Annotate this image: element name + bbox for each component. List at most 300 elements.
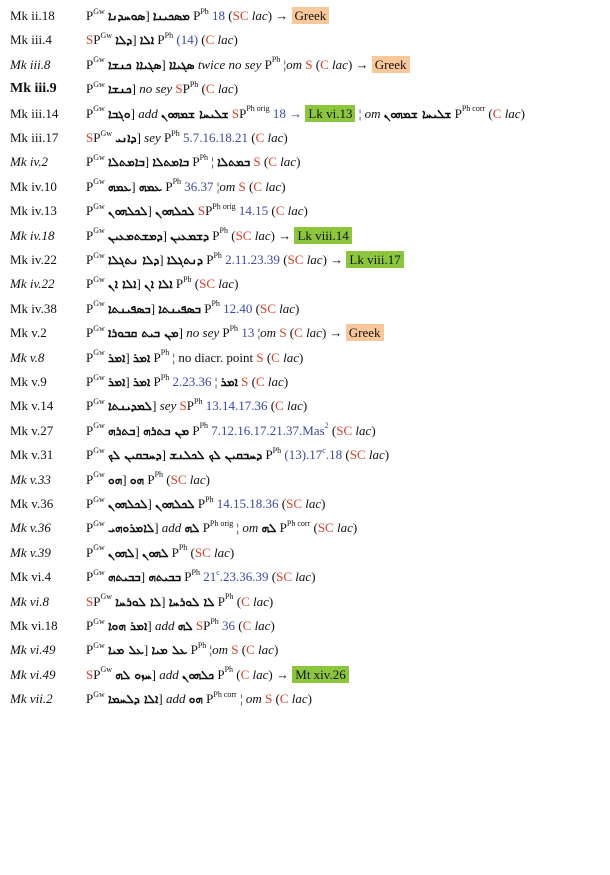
apparatus-text: ] <box>134 544 142 560</box>
syriac-reading: ܒܒܝܬܗ <box>108 570 141 585</box>
parallel-link-badge[interactable]: Lk vi.13 <box>305 105 355 122</box>
variant-reading <box>86 199 308 223</box>
apparatus-text: ( <box>227 227 236 243</box>
manuscript-siglum-sup: Gw <box>100 665 113 675</box>
manuscript-numbers: .18 <box>325 447 346 463</box>
variant-reading <box>86 102 525 126</box>
manuscript-numbers: 12.40 <box>219 300 256 316</box>
apparatus-text: P <box>144 471 155 487</box>
apparatus-text: ) <box>311 569 316 585</box>
apparatus-note: sey <box>159 398 177 414</box>
variant-reading <box>86 394 307 418</box>
syriac-reading: ܥܡܗ <box>138 179 163 194</box>
apparatus-text: ] <box>152 398 160 414</box>
witness-siglum: SC <box>170 471 187 487</box>
apparatus-note: lac <box>217 81 234 97</box>
apparatus-text: P <box>451 105 462 121</box>
syriac-reading: ܥܠ ܡܝܐ <box>108 643 144 658</box>
apparatus-note: om <box>212 642 229 658</box>
greek-link-badge[interactable]: Greek <box>346 324 384 341</box>
apparatus-note: lac <box>189 471 206 487</box>
verse-reference: Mk iv.22 <box>10 252 57 267</box>
variant-reading <box>86 419 376 443</box>
apparatus-note: add <box>138 105 158 121</box>
manuscript-siglum-sup: Gw <box>93 372 105 382</box>
apparatus-entry <box>0 346 610 370</box>
manuscript-siglum-sup: Ph corr <box>213 689 237 699</box>
syriac-reading: ܥܡܗ <box>108 179 132 194</box>
apparatus-text: P <box>219 325 230 341</box>
apparatus-note: om <box>242 520 259 536</box>
apparatus-text: P <box>93 666 101 682</box>
apparatus-note: lac <box>355 422 372 438</box>
verse-reference: Mk vi.49 <box>10 666 56 682</box>
variant-reading <box>86 443 389 467</box>
manuscript-siglum-sup: Ph <box>229 323 239 333</box>
apparatus-note: om <box>364 105 381 121</box>
manuscript-siglum-sup: Ph <box>197 641 207 651</box>
apparatus-entry <box>0 102 610 126</box>
syriac-reading: ܐܡܪ <box>108 375 126 389</box>
verse-reference: Mk iii.17 <box>10 130 59 145</box>
syriac-reading: ܒܬܪܗ <box>108 423 136 438</box>
apparatus-text: ) <box>321 496 326 511</box>
apparatus-text: ) <box>229 544 235 560</box>
apparatus-text: P <box>86 325 94 341</box>
manuscript-numbers: (14) <box>173 32 202 48</box>
apparatus-note: lac <box>258 642 274 658</box>
apparatus-text: ] <box>132 32 140 48</box>
syriac-reading: ܠܐ ܠܘܪܚܐ <box>168 594 215 609</box>
apparatus-note: sey <box>144 130 161 145</box>
apparatus-text: ( <box>286 325 295 341</box>
apparatus-entry <box>0 419 610 443</box>
apparatus-text: ( <box>187 544 195 560</box>
manuscript-numbers: 21 <box>199 569 217 585</box>
apparatus-note: lac <box>267 374 284 389</box>
apparatus-text: P <box>86 349 94 365</box>
apparatus-text: P <box>202 691 214 707</box>
manuscript-siglum-sup: Gw <box>93 177 105 187</box>
witness-siglum: C <box>492 105 502 121</box>
syriac-reading: ܕܡܫܬܡܥܝܢ <box>108 228 163 243</box>
apparatus-text: P <box>199 520 210 536</box>
syriac-reading: ܐܡܪ <box>132 350 151 365</box>
apparatus-text: ] <box>151 666 160 682</box>
apparatus-text: ¦ no diacr. point <box>169 349 257 365</box>
apparatus-note: lac <box>265 178 282 194</box>
apparatus-note: lac <box>305 496 322 511</box>
manuscript-siglum-sup: Ph corr <box>461 104 486 114</box>
manuscript-numbers: .23.36.39 <box>219 569 272 585</box>
apparatus-entry <box>0 590 610 614</box>
apparatus-text: ] <box>147 203 156 219</box>
witness-siglum: S <box>175 81 183 97</box>
apparatus-text: P <box>150 374 161 389</box>
apparatus-text: ¦ <box>206 642 213 658</box>
apparatus-text: P <box>86 520 94 536</box>
apparatus-entry <box>0 297 610 321</box>
apparatus-text: ] <box>159 252 167 267</box>
verse-reference: Mk v.9 <box>10 374 47 389</box>
manuscript-siglum-sup: Gw <box>93 348 105 358</box>
witness-siglum: S <box>231 105 240 121</box>
apparatus-text: P <box>93 32 101 48</box>
manuscript-siglum-sup: Ph <box>219 226 228 236</box>
syriac-reading: ܒܒܝܬܗ <box>148 570 182 585</box>
witness-siglum: C <box>256 374 265 389</box>
apparatus-entry <box>0 687 610 711</box>
witness-siglum: C <box>255 130 265 145</box>
apparatus-text: ] <box>158 691 166 707</box>
apparatus-text: ) <box>233 32 238 48</box>
witness-siglum: SC <box>286 496 303 511</box>
verse-reference: Mk iii.9 <box>10 81 57 97</box>
variant-reading <box>86 614 275 638</box>
witness-siglum: C <box>205 32 215 48</box>
apparatus-text: ) → <box>347 56 372 72</box>
apparatus-entry <box>0 394 610 418</box>
witness-siglum: S <box>86 32 94 48</box>
apparatus-text: ) <box>234 276 239 292</box>
syriac-reading: ܐܠܐ <box>139 33 155 48</box>
witness-siglum: SC <box>287 252 304 267</box>
manuscript-numbers: 7.12.16.17.21.37.Mas <box>208 422 325 438</box>
syriac-reading: ܕܚܒܩܝܢ ܠܟ <box>108 448 162 463</box>
verse-reference: Mk iv.18 <box>10 227 55 243</box>
variant-reading <box>86 565 316 589</box>
verse-reference: Mk iv.22 <box>10 276 55 292</box>
witness-siglum: C <box>268 154 277 170</box>
verse-reference: Mk iv.38 <box>10 300 57 316</box>
witness-siglum: S <box>86 130 94 145</box>
manuscript-numbers: 14.15.18.36 <box>213 496 282 511</box>
witness-siglum: C <box>205 81 215 97</box>
apparatus-note: lac <box>267 130 284 145</box>
manuscript-siglum-sup: Ph <box>171 128 180 138</box>
apparatus-text: ] <box>130 105 139 121</box>
apparatus-entry <box>0 175 610 199</box>
manuscript-numbers: 13.14.17.36 <box>202 398 271 414</box>
apparatus-text: P <box>168 544 179 560</box>
apparatus-note: lac <box>254 618 271 633</box>
variant-reading <box>86 346 303 370</box>
apparatus-text: ) → <box>268 666 293 682</box>
manuscript-siglum-sup: Ph <box>272 445 282 455</box>
witness-siglum: C <box>279 691 289 707</box>
verse-reference: Mk v.2 <box>10 325 47 341</box>
apparatus-text: P <box>187 642 198 658</box>
apparatus-note: lac <box>254 227 271 243</box>
manuscript-siglum-sup: Ph <box>200 6 209 16</box>
variant-reading <box>86 175 286 199</box>
apparatus-text: ] <box>145 8 153 23</box>
apparatus-text: ¦ <box>214 374 221 389</box>
syriac-reading: ܟܢܫܐ <box>108 82 132 97</box>
apparatus-note: lac <box>251 8 268 23</box>
apparatus-note: add <box>161 520 182 536</box>
apparatus-text: ( <box>263 349 272 365</box>
apparatus-entry <box>0 199 610 223</box>
apparatus-text: P <box>86 398 94 414</box>
variant-reading <box>86 541 234 565</box>
apparatus-text: P <box>261 56 272 72</box>
manuscript-siglum-sup: Gw <box>100 592 113 602</box>
manuscript-siglum-sup: Ph <box>213 250 222 260</box>
apparatus-text: ( <box>260 154 269 170</box>
apparatus-text: ( <box>312 56 321 72</box>
parallel-link-badge[interactable]: Mt xiv.26 <box>292 666 348 683</box>
variant-reading <box>86 28 238 52</box>
apparatus-text: ¦ <box>233 520 243 536</box>
syriac-reading: ܗܘ <box>129 472 145 487</box>
apparatus-text: P <box>93 130 101 145</box>
witness-siglum: SC <box>317 520 334 536</box>
syriac-reading: ܡܢ ܒܝܬ ܩܒܘܪܐ <box>108 326 179 341</box>
manuscript-siglum-sup: Gw <box>93 689 105 699</box>
apparatus-text: P <box>86 178 94 194</box>
manuscript-siglum-sup: Gw <box>93 55 105 65</box>
syriac-reading: ܕܢܬܓܠܐ <box>166 253 203 267</box>
syriac-reading: ܡܢ ܒܬܪܗ <box>143 423 190 438</box>
parallel-link-badge[interactable]: Lk viii.17 <box>346 251 403 268</box>
apparatus-text: P <box>86 81 94 97</box>
syriac-reading: ܕܚܒܩܝܢ ܠܟ ܠܟܠܢܫ <box>169 448 263 463</box>
verse-reference: Mk iv.2 <box>10 154 49 170</box>
apparatus-text: P <box>86 496 94 511</box>
apparatus-text: P <box>86 447 94 463</box>
manuscript-siglum-sup: Ph <box>199 153 209 163</box>
verse-reference: Mk vii.2 <box>10 691 53 707</box>
apparatus-text: ) → <box>267 8 292 23</box>
manuscript-siglum-sup: Gw <box>93 6 105 16</box>
apparatus-entry <box>0 638 610 662</box>
apparatus-text: ) <box>352 520 358 536</box>
apparatus-entry <box>0 248 610 272</box>
manuscript-siglum-sup: Gw <box>93 79 105 89</box>
syriac-reading: ܠܐܡܪܘܗܝ <box>108 521 155 536</box>
apparatus-entry <box>0 443 610 467</box>
manuscript-siglum-sup: Gw <box>93 226 105 236</box>
apparatus-note: lac <box>295 569 312 585</box>
manuscript-siglum-sup: Ph <box>160 348 170 358</box>
apparatus-text: P <box>182 81 190 97</box>
apparatus-text: P <box>262 447 273 463</box>
apparatus-text: ] <box>140 569 149 585</box>
apparatus-entry <box>0 370 610 394</box>
variant-reading <box>86 248 404 272</box>
apparatus-note: lac <box>336 520 353 536</box>
apparatus-text: P <box>203 618 211 633</box>
apparatus-note: no sey <box>139 81 173 97</box>
apparatus-text: P <box>202 252 214 267</box>
apparatus-text: ] <box>143 642 152 658</box>
apparatus-text: P <box>86 56 94 72</box>
apparatus-text: ( <box>238 642 247 658</box>
manuscript-siglum-sup: Gw <box>93 201 105 211</box>
syriac-reading: ܐܠܐ ܕܠܚܡܐ <box>108 692 159 707</box>
witness-siglum: S <box>253 154 261 170</box>
manuscript-siglum-sup: Ph <box>210 616 219 626</box>
syriac-reading: ܫܠܝܚܐ ܫܡܗܘܢ <box>383 106 452 121</box>
witness-siglum: S <box>86 666 94 682</box>
syriac-reading: ܥܠ ܡܝܐ <box>151 643 188 658</box>
greek-link-badge[interactable]: Greek <box>292 7 330 24</box>
syriac-reading: ܠܗ <box>177 619 193 633</box>
apparatus-text: P <box>86 154 94 170</box>
apparatus-entry <box>0 77 610 101</box>
apparatus-note: twice no sey <box>197 56 262 72</box>
apparatus-text: ] <box>154 520 162 536</box>
syriac-reading: ܟܠܗܘܢ <box>182 667 215 682</box>
manuscript-siglum-sup: Gw <box>93 275 105 285</box>
apparatus-text: ( <box>233 666 241 682</box>
manuscript-siglum-sup: Gw <box>93 323 105 333</box>
manuscript-numbers: 36 <box>218 618 239 633</box>
verse-reference: Mk v.14 <box>10 398 54 414</box>
manuscript-siglum-sup: Ph orig <box>209 519 234 529</box>
manuscript-numbers: 18 <box>208 8 229 23</box>
syriac-reading: ܣܓܝܐܐ ܟܢܫܐ <box>108 57 162 72</box>
apparatus-text: ] <box>122 471 130 487</box>
verse-reference: Mk v.36 <box>10 496 54 511</box>
apparatus-note: lac <box>252 666 269 682</box>
manuscript-siglum-sup: Ph <box>271 55 281 65</box>
apparatus-text: ) → <box>270 227 295 243</box>
variant-reading <box>86 53 410 77</box>
variant-reading <box>86 468 210 492</box>
apparatus-text: P <box>150 349 161 365</box>
apparatus-text: ] <box>144 154 153 170</box>
apparatus-text: ] <box>161 593 169 609</box>
apparatus-text: ( <box>228 8 233 23</box>
apparatus-text: P <box>209 227 220 243</box>
apparatus-text: ¦ <box>208 154 218 170</box>
witness-siglum: C <box>242 618 252 633</box>
apparatus-text: ) <box>295 300 300 316</box>
witness-siglum: S <box>197 203 206 219</box>
variant-reading <box>86 272 239 296</box>
apparatus-note: lac <box>332 56 348 72</box>
apparatus-text: ) <box>298 349 304 365</box>
apparatus-text: P <box>194 496 206 511</box>
parallel-link-badge[interactable]: Lk viii.14 <box>294 227 351 244</box>
verse-reference: Mk iii.14 <box>10 105 59 121</box>
apparatus-text: P <box>86 252 94 267</box>
apparatus-text: ¦ <box>355 105 365 121</box>
manuscript-siglum-sup: Gw <box>100 128 113 138</box>
syriac-reading: ܡܣܟܝܢܐ <box>152 9 190 23</box>
syriac-reading: ܠܡܕܝܢܬܐ <box>108 399 153 414</box>
manuscript-numbers: 2.23.36 <box>169 374 215 389</box>
apparatus-entry <box>0 516 610 540</box>
apparatus-text: ( <box>270 398 276 414</box>
apparatus-note: lac <box>291 691 308 707</box>
manuscript-siglum-sup: c <box>216 567 220 577</box>
greek-link-badge[interactable]: Greek <box>372 56 410 73</box>
apparatus-entry <box>0 224 610 248</box>
apparatus-text: P <box>189 422 200 438</box>
syriac-reading: ܒܣܦܝܢܬܐ <box>108 301 151 316</box>
apparatus-note: lac <box>287 203 304 219</box>
apparatus-note: lac <box>283 349 299 365</box>
verse-reference: Mk v.31 <box>10 447 54 463</box>
apparatus-text: P <box>214 593 226 609</box>
verse-reference: Mk iv.10 <box>10 178 57 194</box>
witness-siglum: SC <box>336 422 353 438</box>
witness-siglum: S <box>256 349 264 365</box>
verse-reference: Mk v.27 <box>10 422 54 438</box>
apparatus-text: ( <box>272 691 280 707</box>
apparatus-note: no sey <box>186 325 220 341</box>
apparatus-note: lac <box>279 300 296 316</box>
apparatus-text: P <box>189 154 200 170</box>
apparatus-text: ¦ <box>216 178 220 194</box>
manuscript-siglum-sup: Ph <box>178 543 188 553</box>
apparatus-entry <box>0 321 610 345</box>
manuscript-siglum-sup: Gw <box>93 470 105 480</box>
apparatus-text: ( <box>245 178 254 194</box>
verse-reference: Mk iii.8 <box>10 56 51 72</box>
apparatus-text: ( <box>191 276 200 292</box>
manuscript-siglum-sup: Gw <box>93 641 105 651</box>
syriac-reading: ܕܠܐ <box>115 33 133 48</box>
syriac-reading: ܐܡܪ <box>220 375 238 389</box>
syriac-reading: ܣܓܝܐܐ <box>169 57 195 72</box>
witness-siglum: SC <box>276 569 293 585</box>
apparatus-text: ) <box>303 203 308 219</box>
variant-reading <box>86 77 238 101</box>
syriac-reading: ܗܘ <box>188 692 203 707</box>
apparatus-text: ) <box>520 105 525 121</box>
syriac-reading: ܣܘܚܕܢܐ <box>108 9 146 23</box>
apparatus-text: ] <box>131 178 139 194</box>
syriac-reading: ܒܐܡܬܠܐ <box>108 155 145 170</box>
apparatus-text: P <box>86 422 94 438</box>
apparatus-text: ] <box>162 227 171 243</box>
syriac-reading: ܠܟܠܗܘܢ <box>155 204 195 219</box>
apparatus-text: ] <box>136 130 145 145</box>
apparatus-text: ( <box>198 81 206 97</box>
apparatus-note: add <box>154 618 175 633</box>
apparatus-text: P <box>162 178 173 194</box>
manuscript-numbers: 18 → <box>269 105 306 121</box>
apparatus-text: ] <box>147 618 155 633</box>
apparatus-text: ( <box>238 618 243 633</box>
manuscript-siglum-sup: Ph <box>172 177 182 187</box>
syriac-reading: ܠܗ <box>184 521 200 536</box>
apparatus-text: P <box>93 593 101 609</box>
apparatus-text: P <box>200 300 212 316</box>
apparatus-text: P <box>86 203 94 219</box>
variant-reading <box>86 492 326 516</box>
apparatus-text: ] <box>125 374 133 389</box>
witness-siglum: SC <box>199 276 216 292</box>
variant-reading <box>86 663 349 687</box>
apparatus-entry <box>0 541 610 565</box>
apparatus-text: P <box>186 398 194 414</box>
verse-reference: Mk ii.18 <box>10 8 55 23</box>
apparatus-entry <box>0 126 610 150</box>
apparatus-text: P <box>86 105 94 121</box>
apparatus-text: ] <box>135 422 144 438</box>
apparatus-text: ( <box>248 374 256 389</box>
variant-reading <box>86 126 288 150</box>
manuscript-numbers: 5.7.16.18.21 <box>179 130 252 145</box>
verse-reference: Mk iii.4 <box>10 32 52 48</box>
apparatus-text: ( <box>255 300 260 316</box>
witness-siglum: C <box>246 642 255 658</box>
